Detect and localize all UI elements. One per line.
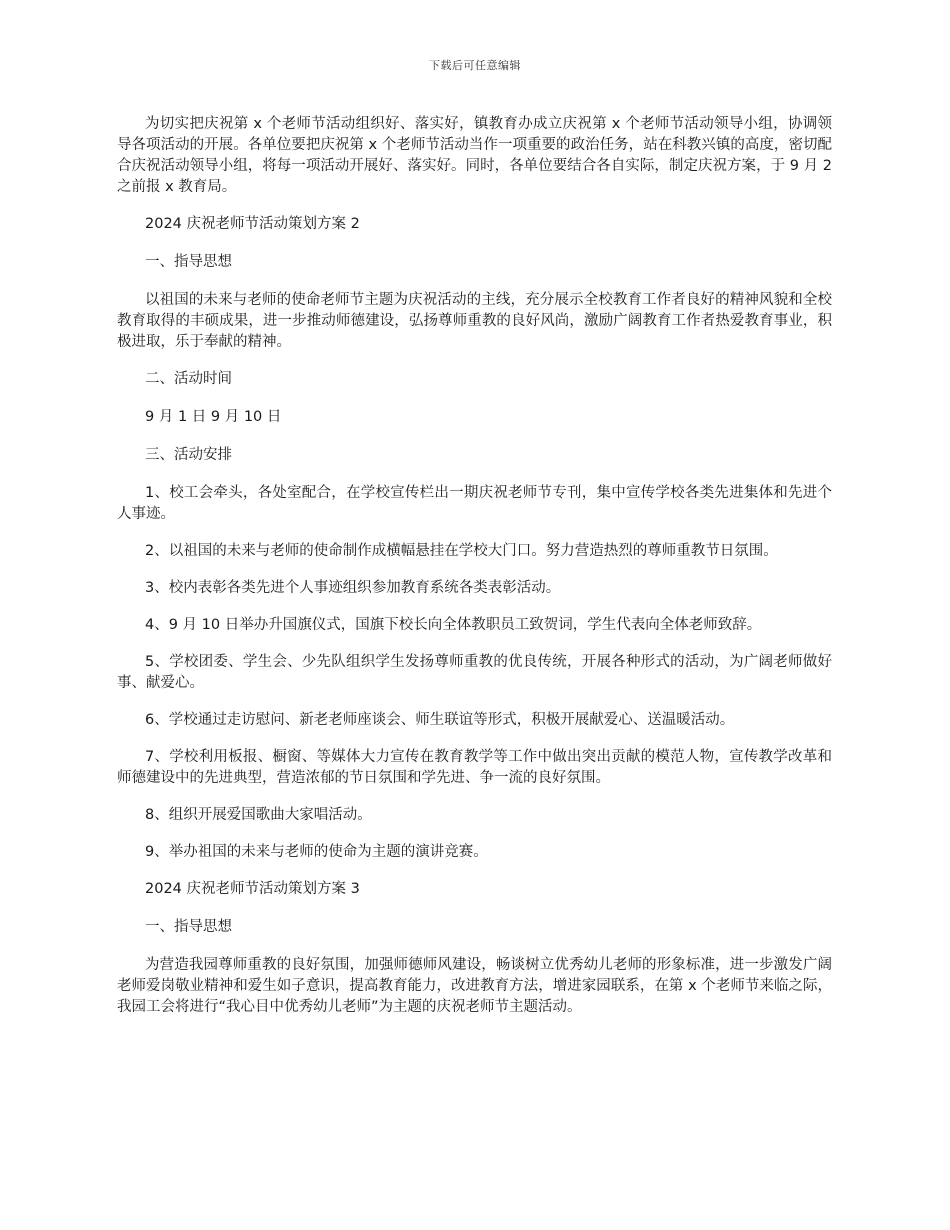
section-activity-time: 二、活动时间	[145, 371, 232, 387]
document-body	[117, 114, 832, 1034]
section-guiding-idea: 一、指导思想	[145, 254, 232, 270]
paragraph-guiding-idea-3: 为营造我园尊师重教的良好氛围，加强师德师风建设，畅谈树立优秀幼儿老师的形象标准，进一步激发广阔老师爱岗敬业精神和爱生如子意识，提高教育能力，改进教育方法，增进家园联系，在第 x 个老师节来临之际，我园工会将进行“我心目中优秀幼儿老师”为主题的庆祝老师节主题活动。	[117, 957, 832, 1015]
arrangement-item-1: 1、校工会牵头，各处室配合，在学校宣传栏出一期庆祝老师节专刊，集中宣传学校各类先进集体和先进个人事迹。	[117, 485, 832, 522]
arrangement-item-8: 8、组织开展爱国歌曲大家唱活动。	[145, 807, 372, 823]
arrangement-item-5: 5、学校团委、学生会、少先队组织学生发扬尊师重教的优良传统，开展各种形式的活动，为广阔老师做好事、献爱心。	[117, 654, 832, 691]
plan-3-title: 2024 庆祝老师节活动策划方案 3	[145, 881, 360, 897]
arrangement-item-6: 6、学校通过走访慰问、新老老师座谈会、师生联谊等形式，积极开展献爱心、送温暖活动。	[145, 712, 735, 728]
arrangement-item-7: 7、学校利用板报、橱窗、等媒体大力宣传在教育教学等工作中做出突出贡献的模范人物，宣传教学改革和师德建设中的先进典型，营造浓郁的节日氛围和学先进、争一流的良好氛围。	[117, 749, 832, 786]
activity-dates: 9 月 1 日 9 月 10 日	[145, 409, 282, 425]
plan-2-title: 2024 庆祝老师节活动策划方案 2	[145, 216, 360, 232]
section-guiding-idea-3: 一、指导思想	[145, 919, 232, 935]
section-activity-arrangement: 三、活动安排	[145, 447, 232, 463]
arrangement-item-4: 4、9 月 10 日举办升国旗仪式，国旗下校长向全体教职员工致贺词，学生代表向全体老师致辞。	[145, 617, 762, 633]
arrangement-item-2: 2、以祖国的未来与老师的使命制作成横幅悬挂在学校大门口。努力营造热烈的尊师重教节日氛围。	[145, 543, 778, 559]
paragraph-guiding-idea: 以祖国的未来与老师的使命老师节主题为庆祝活动的主线，充分展示全校教育工作者良好的精神风貌和全校教育取得的丰硕成果，进一步推动师德建设，弘扬尊师重教的良好风尚，激励广阔教育工作者热爱教育事业，积极进取，乐于奉献的精神。	[117, 292, 832, 350]
arrangement-item-9: 9、举办祖国的未来与老师的使命为主题的演讲竞赛。	[145, 844, 488, 860]
arrangement-item-3: 3、校内表彰各类先进个人事迹组织参加教育系统各类表彰活动。	[145, 580, 561, 596]
paragraph-organization: 为切实把庆祝第 x 个老师节活动组织好、落实好，镇教育办成立庆祝第 x 个老师节活动领导小组，协调领导各项活动的开展。各单位要把庆祝第 x 个老师节活动当作一项重要的政治任务，站在科教兴镇的高度，密切配合庆祝活动领导小组，将每一项活动开展好、落实好。同时，各单位要结合各自实际，制定庆祝方案，于 9 月 2 之前报 x 教育局。	[117, 116, 832, 195]
page-header: 下载后可任意编辑	[429, 59, 521, 72]
